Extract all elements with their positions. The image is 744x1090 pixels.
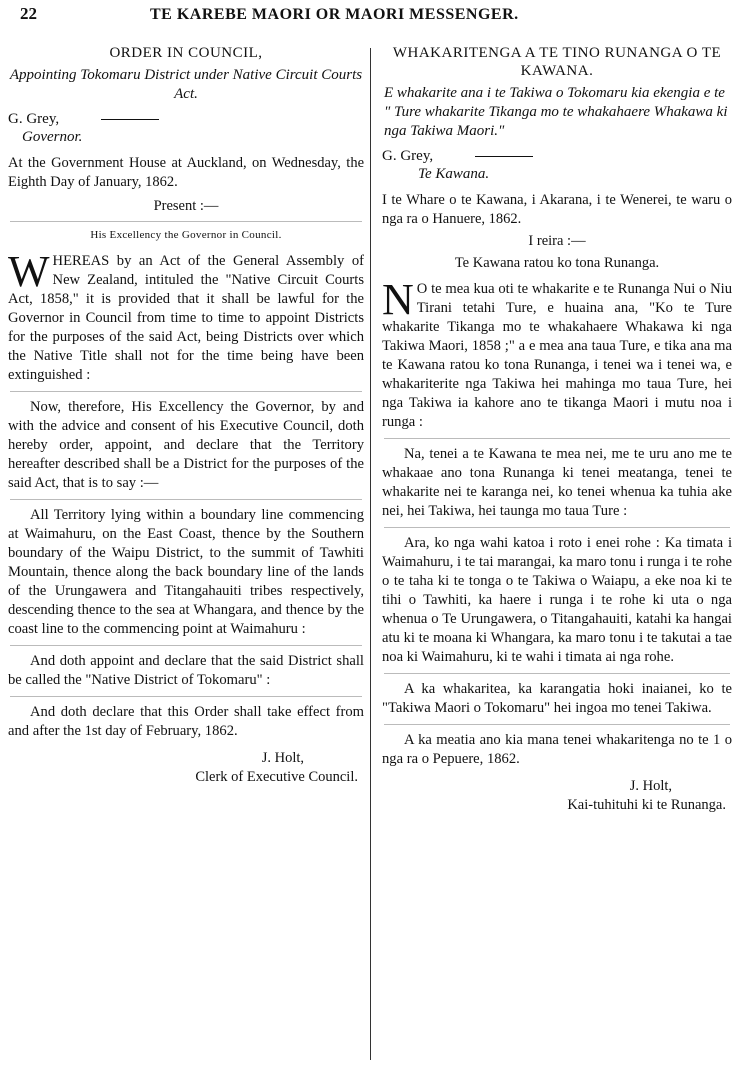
divider	[384, 527, 730, 528]
governor-title: Governor.	[22, 129, 83, 145]
divider	[384, 724, 730, 725]
paragraph-text: HEREAS by an Act of the General Assembly of New Zealand, intituled the "Native Circuit Courts Act, 1858," it is provided that it shall be lawful for the Governor in Council from time to time to appoint Districts for the purposes of the said Act, being Districts over which the Native Title shall not for the time being have been extinguished :	[8, 253, 364, 383]
divider	[10, 696, 362, 697]
paragraph-ingoa: A ka whakaritea, ka karangatia hoki inaianei, ko te "Takiwa Maori o Tokomaru" hei ingoa mo tenei Takiwa.	[382, 681, 732, 716]
maori-column	[382, 44, 732, 1080]
paragraph-no-te-mea	[382, 275, 732, 432]
order-title-maori: WHAKARITENGA A TE TINO RUNANGA O TE KAWANA.	[392, 45, 722, 79]
divider	[384, 438, 730, 439]
kawana-name: G. Grey,	[382, 148, 434, 164]
paragraph-ara: Ara, ko nga wahi katoa i roto i enei rohe : Ka timata i Waimahuru, i te tai marangai, ka maro tonu i runga i te rohe o te taha ki te tonga o te Takiwa o Waiapu, a eke noa ki te tihi o Tawhiti, ka haere i runga i te rohe ki uta o nga whenua o Te Urungawera, o Titangahauiti, katahi ka hangai atu ki te moana ki Whangara, ka maro tonu i te takutai a tae noa ki Waimahuru, ki te wahi i timata ai nga rohe.	[382, 535, 732, 665]
english-column	[8, 44, 364, 1080]
governor-signature	[8, 110, 364, 128]
paragraph-effect: And doth declare that this Order shall take effect from and after the 1st day of February, 1862.	[8, 704, 364, 739]
divider	[10, 645, 362, 646]
page-number: 22	[20, 4, 37, 23]
drop-cap: W	[8, 247, 50, 296]
present-detail: His Excellency the Governor in Council.	[90, 229, 282, 241]
paragraph-territory: All Territory lying within a boundary line commencing at Waimahuru, on the East Coast, thence by the Southern boundary of the Waipu District, to the summit of Tawhiti Mountain, thence along the back boundary line of the lands of the Urungawera and Titangahauiti tribes respectively, descending thence to the sea at Whangara, and thence by the coast line to the commencing point at Waimahuru :	[8, 507, 364, 637]
drop-cap: N	[382, 275, 414, 324]
clerk-name: J. Holt,	[261, 750, 304, 766]
divider	[384, 673, 730, 674]
order-subtitle-maori: E whakarite ana i te Takiwa o Tokomaru kia ekengia e te " Ture whakarite Tikanga mo te whakahaere Whakawa ki nga Takiwa Maori."	[384, 85, 728, 139]
paragraph-text: O te mea kua oti te whakarite e te Runanga Nui o Niu Tirani tetahi Ture, e huaina ana, "Ko te Ture whakarite Tikanga mo te whakahaere Whakawa ki nga Takiwa Maori, 1858 ;" a e mea ana taua Ture, e tika ana ma te Kawana ratou ko tona Runanga, i tenei wa i tenei wa, e whakariterite nga Takiwa hei mahinga mo taua Ture, hei nga Takiwa ia kahore ano te tikanga Maori i mutu noa i runga :	[382, 281, 732, 430]
clerk-signature	[8, 749, 364, 787]
divider	[10, 499, 362, 500]
order-subtitle: Appointing Tokomaru District under Native Circuit Courts Act.	[9, 67, 363, 102]
page-header	[0, 4, 744, 32]
place-and-date-maori: I te Whare o te Kawana, i Akarana, i te Wenerei, te waru o nga ra o Hanuere, 1862.	[382, 192, 732, 227]
paragraph-na-tenei: Na, tenei a te Kawana te mea nei, me te uru ano me te whakaae ano tona Runanga ki tenei meatanga, tenei te whakarite nei te karanga nei, ko tenei whenua ka tuhia ake nei, hei Takiwa, hei taunga mo taua Ture :	[382, 446, 732, 519]
governor-name: G. Grey,	[8, 111, 60, 127]
paragraph-mana: A ka meatia ano kia mana tenei whakaritenga no te 1 o nga ra o Pepuere, 1862.	[382, 732, 732, 767]
column-divider	[370, 48, 371, 1060]
clerk-name-maori: J. Holt,	[629, 778, 672, 794]
clerk-signature-maori	[382, 777, 732, 815]
kawana-title: Te Kawana.	[418, 166, 490, 182]
clerk-title: Clerk of Executive Council.	[195, 769, 358, 785]
paragraph-name: And doth appoint and declare that the said District shall be called the "Native District of Tokomaru" :	[8, 653, 364, 688]
present-label: Present :—	[153, 198, 219, 214]
clerk-title-maori: Kai-tuhituhi ki te Runanga.	[567, 797, 726, 813]
signature-rule	[101, 119, 159, 120]
present-label-maori: I reira :—	[528, 233, 586, 249]
present-detail-maori: Te Kawana ratou ko tona Runanga.	[454, 255, 660, 271]
order-title: ORDER IN COUNCIL,	[109, 45, 263, 61]
running-title: TE KAREBE MAORI OR MAORI MESSENGER.	[150, 6, 519, 23]
kawana-signature	[382, 147, 732, 165]
divider	[10, 391, 362, 392]
place-and-date: At the Government House at Auckland, on Wednesday, the Eighth Day of January, 1862.	[8, 155, 364, 190]
paragraph-whereas	[8, 247, 364, 385]
signature-rule	[475, 156, 533, 157]
paragraph-order: Now, therefore, His Excellency the Governor, by and with the advice and consent of his Executive Council, doth hereby order, appoint, and declare that the Territory hereafter described shall be a District for the purposes of the said Act, that is to say :—	[8, 399, 364, 491]
divider	[10, 221, 362, 222]
